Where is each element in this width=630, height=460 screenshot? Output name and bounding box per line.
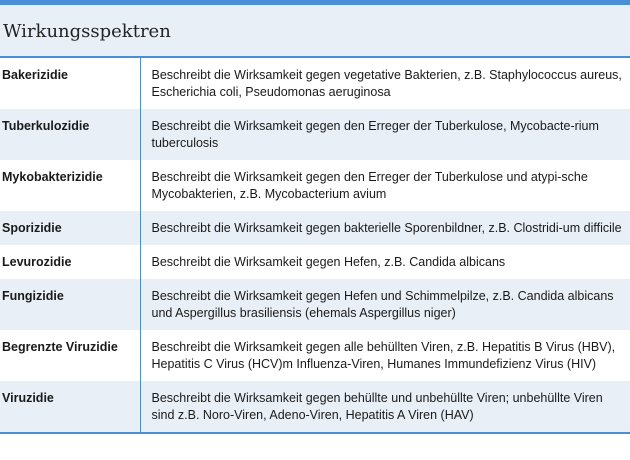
term-cell: Levurozidie	[0, 245, 140, 279]
term-cell: Mykobakterizidie	[0, 160, 140, 211]
description-cell: Beschreibt die Wirksamkeit gegen bakterielle Sporenbildner, z.B. Clostridi-um difficile	[140, 211, 630, 245]
table-row	[0, 330, 630, 381]
table-row	[0, 109, 630, 160]
description-cell: Beschreibt die Wirksamkeit gegen alle behüllten Viren, z.B. Hepatitis B Virus (HBV), Hepatitis C Virus (HCV)m Influenza-Viren, Humanes Immundefizienz Virus (HIV)	[151, 340, 616, 371]
description-cell: Beschreibt die Wirksamkeit gegen behüllte und unbehüllte Viren; unbehüllte Viren sind z.B. Noro-Viren, Adeno-Viren, Hepatitis A Viren (HAV)	[140, 381, 630, 433]
table-row	[0, 160, 630, 211]
table-title: Wirkungsspektren	[0, 5, 630, 58]
spectra-table	[0, 58, 630, 434]
table-row	[0, 58, 630, 109]
term-cell: Begrenzte Viruzidie	[0, 330, 140, 381]
description-cell: Beschreibt die Wirksamkeit gegen Hefen, z.B. Candida albicans	[151, 255, 506, 269]
term-cell: Viruzidie	[0, 381, 140, 433]
table-row	[0, 211, 630, 245]
table-row	[0, 245, 630, 279]
table-row	[0, 279, 630, 330]
description-cell: Beschreibt die Wirksamkeit gegen vegetative Bakterien, z.B. Staphylococcus aureus, Escherichia coli, Pseudomonas aeruginosa	[151, 68, 622, 99]
description-cell: Beschreibt die Wirksamkeit gegen den Erreger der Tuberkulose und atypi-sche Mycobakterien, z.B. Mycobacterium avium	[151, 170, 588, 201]
table-row	[0, 381, 630, 433]
term-cell: Fungizidie	[0, 279, 140, 330]
description-cell: Beschreibt die Wirksamkeit gegen Hefen und Schimmelpilze, z.B. Candida albicans und Aspergillus brasiliensis (ehemals Aspergillus niger)	[140, 279, 630, 330]
description-cell: Beschreibt die Wirksamkeit gegen den Erreger der Tuberkulose, Mycobacte-rium tuberculosis	[140, 109, 630, 160]
term-cell: Bakerizidie	[0, 58, 140, 109]
term-cell: Sporizidie	[0, 211, 140, 245]
term-cell: Tuberkulozidie	[0, 109, 140, 160]
